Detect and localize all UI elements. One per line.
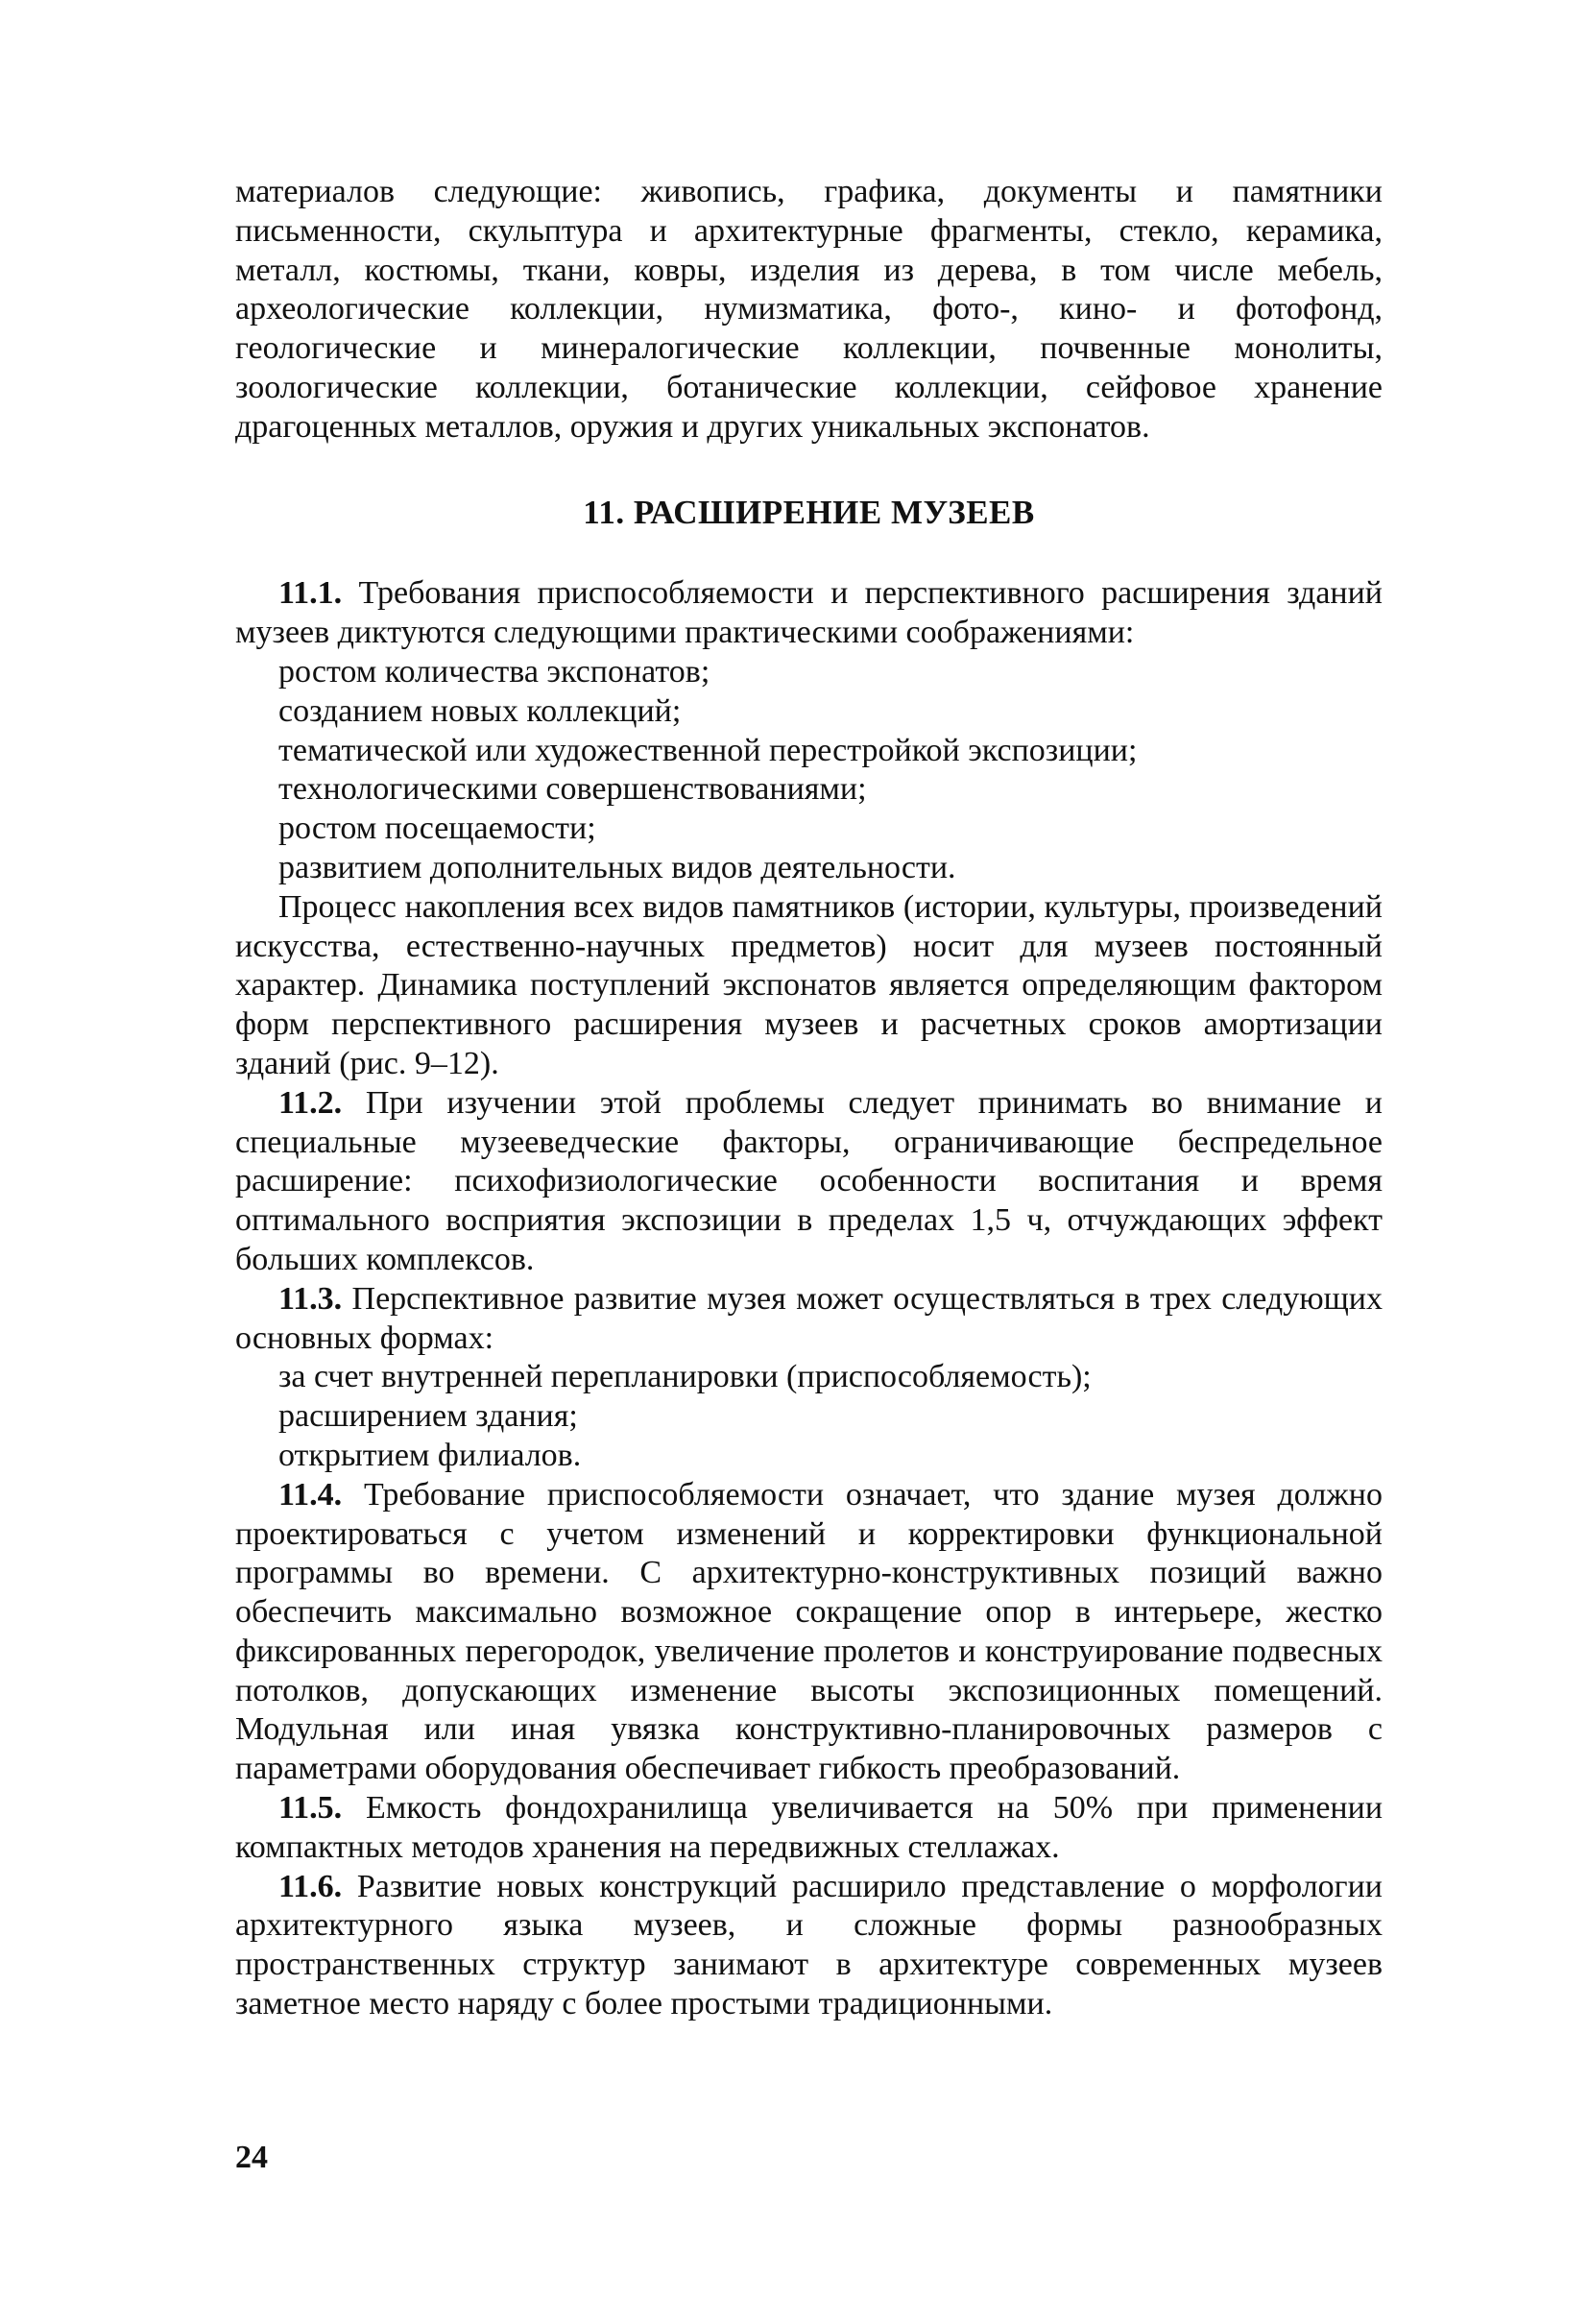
paragraph-number: 11.6. [278, 1868, 343, 1904]
section-heading: 11. РАСШИРЕНИЕ МУЗЕЕВ [583, 493, 1035, 531]
paragraph-11-5 [235, 1789, 1383, 1868]
list-item: технологическими совершенствованиями; [278, 771, 867, 808]
list-item: ростом посещаемости; [278, 811, 596, 847]
paragraph-11-1 [235, 574, 1383, 653]
paragraph-text: Требования приспособляемости и перспективного расширения зданий музеев диктуются следующими практическими соображениями: [235, 575, 1383, 651]
list-item: развитием дополнительных видов деятельности. [278, 849, 956, 885]
paragraph-number: 11.3. [278, 1280, 343, 1317]
paragraph-11-6 [235, 1868, 1383, 2024]
paragraph-text: Перспективное развитие музея может осуществляться в трех следующих основных формах: [235, 1280, 1383, 1356]
paragraph-number: 11.5. [278, 1790, 343, 1827]
intro-paragraph: материалов следующие: живопись, графика, документы и памятники письменности, скульптура и архитектурные фрагменты, стекло, керамика, металл, костюмы, ткани, ковры, изделия из дерева, в том числе мебель, археологические коллекции, нумизматика, фото-, кино- и фотофонд, геологические и минералогические коллекции, почвенные монолиты, зоологические коллекции, ботанические коллекции, сейфовое хранение драгоценных металлов, оружия и других уникальных экспонатов. [235, 174, 1383, 445]
list-item: созданием новых коллекций; [278, 692, 682, 729]
list-item: открытием филиалов. [278, 1437, 582, 1473]
paragraph-number: 11.4. [278, 1476, 343, 1513]
paragraph-number: 11.1. [278, 575, 343, 612]
paragraph-11-3 [235, 1280, 1383, 1359]
list-item: ростом количества экспонатов; [278, 653, 710, 690]
paragraph-text: Развитие новых конструкций расширило представление о морфологии архитектурного языка музеев, и сложные формы разнообразных пространственных структур занимают в архитектуре современных музеев заметное место наряду с более простыми традиционными. [235, 1868, 1383, 2022]
list-item: тематической или художественной перестройкой экспозиции; [278, 732, 1138, 768]
paragraph-text: Требование приспособляемости означает, что здание музея должно проектироваться с учетом изменений и корректировки функциональной программы во времени. С архитектурно-конструктивных позиций важно обеспечить максимально возможное сокращение опор в интерьере, жестко фиксированных перегородок, увеличение пролетов и конструирование подвесных потолков, допускающих изменение высоты экспозиционных помещений. Модульная или иная увязка конструктивно-планировочных размеров с параметрами оборудования обеспечивает гибкость преобразований. [235, 1476, 1383, 1787]
list-item: расширением здания; [278, 1398, 578, 1435]
list-item: за счет внутренней перепланировки (приспособляемость); [278, 1359, 1092, 1395]
paragraph-text: Емкость фондохранилища увеличивается на 50% при применении компактных методов хранения на передвижных стеллажах. [235, 1790, 1383, 1865]
paragraph-11-4 [235, 1476, 1383, 1789]
paragraph-11-1-continuation: Процесс накопления всех видов памятников (истории, культуры, произведений искусства, естественно-научных предметов) носит для музеев постоянный характер. Динамика поступлений экспонатов является определяющим фактором форм перспективного расширения музеев и расчетных сроков амортизации зданий (рис. 9–12). [235, 888, 1383, 1081]
paragraph-number: 11.2. [278, 1084, 343, 1121]
paragraph-text: При изучении этой проблемы следует принимать во внимание и специальные музееведческие факторы, ограничивающие беспредельное расширение: психофизиологические особенности воспитания и время оптимального восприятия экспозиции в пределах 1,5 ч, отчуждающих эффект больших комплексов. [235, 1084, 1383, 1277]
paragraph-11-2 [235, 1084, 1383, 1280]
page-number: 24 [235, 2140, 268, 2175]
page-body [235, 173, 1383, 2024]
